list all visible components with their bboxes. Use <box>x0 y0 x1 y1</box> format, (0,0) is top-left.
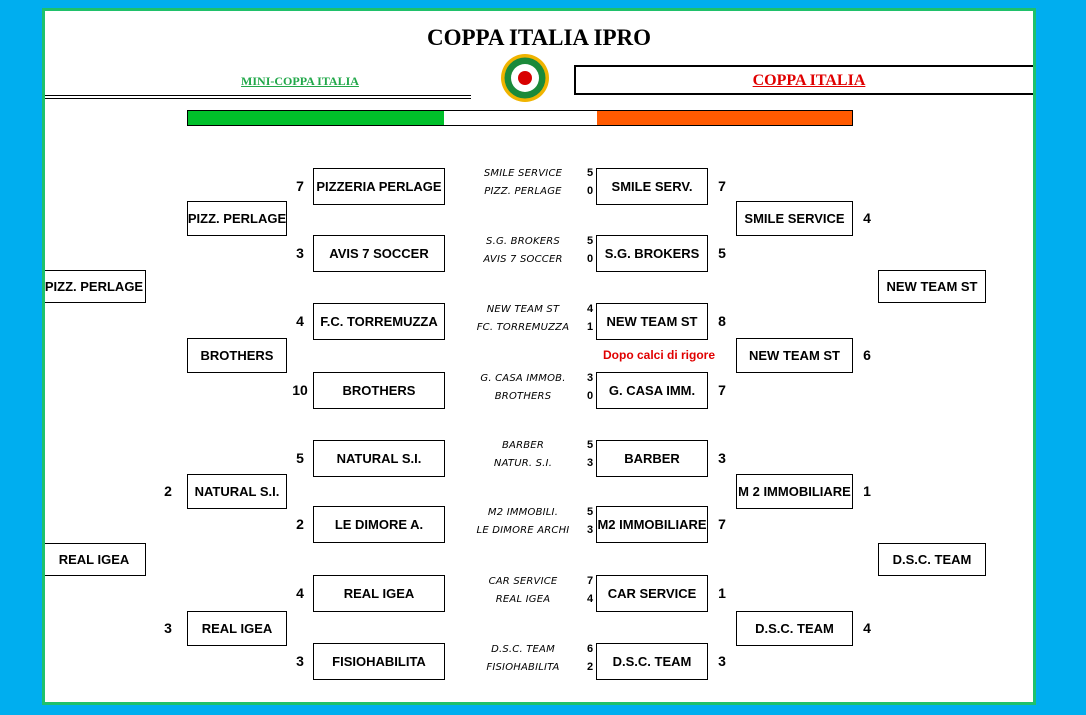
team-box[interactable]: NATURAL S.I. <box>187 474 287 509</box>
italy-roundel-icon <box>500 53 550 103</box>
italian-flag-bar <box>187 110 853 126</box>
team-box[interactable]: NEW TEAM ST <box>596 303 708 340</box>
page-title: COPPA ITALIA IPRO <box>426 25 652 50</box>
result-home-score: 5 <box>586 439 594 451</box>
result-away-score: 3 <box>586 524 594 536</box>
result-away-team: FISIOHABILITA <box>486 662 560 673</box>
team-score: 5 <box>718 245 726 261</box>
team-score: 7 <box>718 178 726 194</box>
team-box[interactable]: F.C. TORREMUZZA <box>313 303 445 340</box>
result-away-team: REAL IGEA <box>495 594 551 605</box>
team-box[interactable]: PIZZERIA PERLAGE <box>313 168 445 205</box>
divider <box>45 95 471 96</box>
team-box[interactable]: FISIOHABILITA <box>313 643 445 680</box>
team-box[interactable]: PIZZ. PERLAGE <box>187 201 287 236</box>
result-home-team: G. CASA IMMOB. <box>480 373 566 384</box>
team-score: 2 <box>296 516 304 532</box>
result-home-score: 7 <box>586 575 594 587</box>
result-home-team: D.S.C. TEAM <box>491 644 555 655</box>
result-home-score: 4 <box>586 303 594 315</box>
team-box[interactable]: BROTHERS <box>313 372 445 409</box>
team-score: 4 <box>863 620 871 636</box>
result-home-score: 6 <box>586 643 594 655</box>
team-box[interactable]: CAR SERVICE <box>596 575 708 612</box>
team-box[interactable]: D.S.C. TEAM <box>736 611 853 646</box>
result-home-team: NEW TEAM ST <box>486 304 560 315</box>
team-box[interactable]: BARBER <box>596 440 708 477</box>
team-box[interactable]: D.S.C. TEAM <box>878 543 986 576</box>
result-away-score: 0 <box>586 253 594 265</box>
team-box[interactable]: NEW TEAM ST <box>736 338 853 373</box>
team-box[interactable]: REAL IGEA <box>42 543 146 576</box>
team-box[interactable]: M 2 IMMOBILIARE <box>736 474 853 509</box>
result-away-score: 2 <box>586 661 594 673</box>
team-box[interactable]: M2 IMMOBILIARE <box>596 506 708 543</box>
result-home-team: M2 IMMOBILI. <box>487 507 559 518</box>
team-box[interactable]: D.S.C. TEAM <box>596 643 708 680</box>
result-home-score: 3 <box>586 372 594 384</box>
team-box[interactable]: NEW TEAM ST <box>878 270 986 303</box>
result-away-team: PIZZ. PERLAGE <box>484 186 562 197</box>
team-score: 10 <box>292 382 308 398</box>
team-box[interactable]: NATURAL S.I. <box>313 440 445 477</box>
team-score: 4 <box>296 585 304 601</box>
team-score: 1 <box>718 585 726 601</box>
team-box[interactable]: G. CASA IMM. <box>596 372 708 409</box>
team-box[interactable]: BROTHERS <box>187 338 287 373</box>
flag-orange-stripe <box>597 111 852 125</box>
team-score: 3 <box>718 450 726 466</box>
team-score: 4 <box>296 313 304 329</box>
team-box[interactable]: REAL IGEA <box>313 575 445 612</box>
flag-white-stripe <box>444 111 597 125</box>
team-box[interactable]: REAL IGEA <box>187 611 287 646</box>
team-score: 3 <box>718 653 726 669</box>
result-away-score: 0 <box>586 185 594 197</box>
team-score: 6 <box>863 347 871 363</box>
result-home-team: SMILE SERVICE <box>483 168 563 179</box>
result-away-team: FC. TORREMUZZA <box>476 322 570 333</box>
team-score: 7 <box>296 178 304 194</box>
mini-coppa-link[interactable]: MINI-COPPA ITALIA <box>241 74 359 88</box>
penalty-note: Dopo calci di rigore <box>603 348 716 362</box>
team-score: 3 <box>296 653 304 669</box>
coppa-italia-link[interactable]: COPPA ITALIA <box>574 65 1036 95</box>
result-home-score: 5 <box>586 167 594 179</box>
divider <box>45 98 471 99</box>
result-away-team: NATUR. S.I. <box>493 458 553 469</box>
result-away-score: 3 <box>586 457 594 469</box>
result-away-team: LE DIMORE ARCHI <box>476 525 570 536</box>
team-score: 5 <box>296 450 304 466</box>
team-score: 8 <box>718 313 726 329</box>
team-box[interactable]: LE DIMORE A. <box>313 506 445 543</box>
team-score: 1 <box>863 483 871 499</box>
team-score: 4 <box>863 210 871 226</box>
result-away-team: BROTHERS <box>494 391 552 402</box>
team-score: 2 <box>164 483 172 499</box>
result-away-score: 1 <box>586 321 594 333</box>
bracket-sheet <box>42 8 1036 705</box>
team-box[interactable]: S.G. BROKERS <box>596 235 708 272</box>
result-away-score: 0 <box>586 390 594 402</box>
team-box[interactable]: SMILE SERVICE <box>736 201 853 236</box>
result-home-score: 5 <box>586 235 594 247</box>
team-score: 3 <box>164 620 172 636</box>
team-box[interactable]: SMILE SERV. <box>596 168 708 205</box>
result-home-team: BARBER <box>502 440 544 451</box>
team-box[interactable]: AVIS 7 SOCCER <box>313 235 445 272</box>
result-home-score: 5 <box>586 506 594 518</box>
flag-green-stripe <box>188 111 444 125</box>
team-score: 3 <box>296 245 304 261</box>
team-box[interactable]: PIZZ. PERLAGE <box>42 270 146 303</box>
team-score: 7 <box>718 382 726 398</box>
result-home-team: S.G. BROKERS <box>486 236 560 247</box>
result-away-team: AVIS 7 SOCCER <box>483 254 563 265</box>
result-away-score: 4 <box>586 593 594 605</box>
team-score: 7 <box>718 516 726 532</box>
result-home-team: CAR SERVICE <box>488 576 558 587</box>
